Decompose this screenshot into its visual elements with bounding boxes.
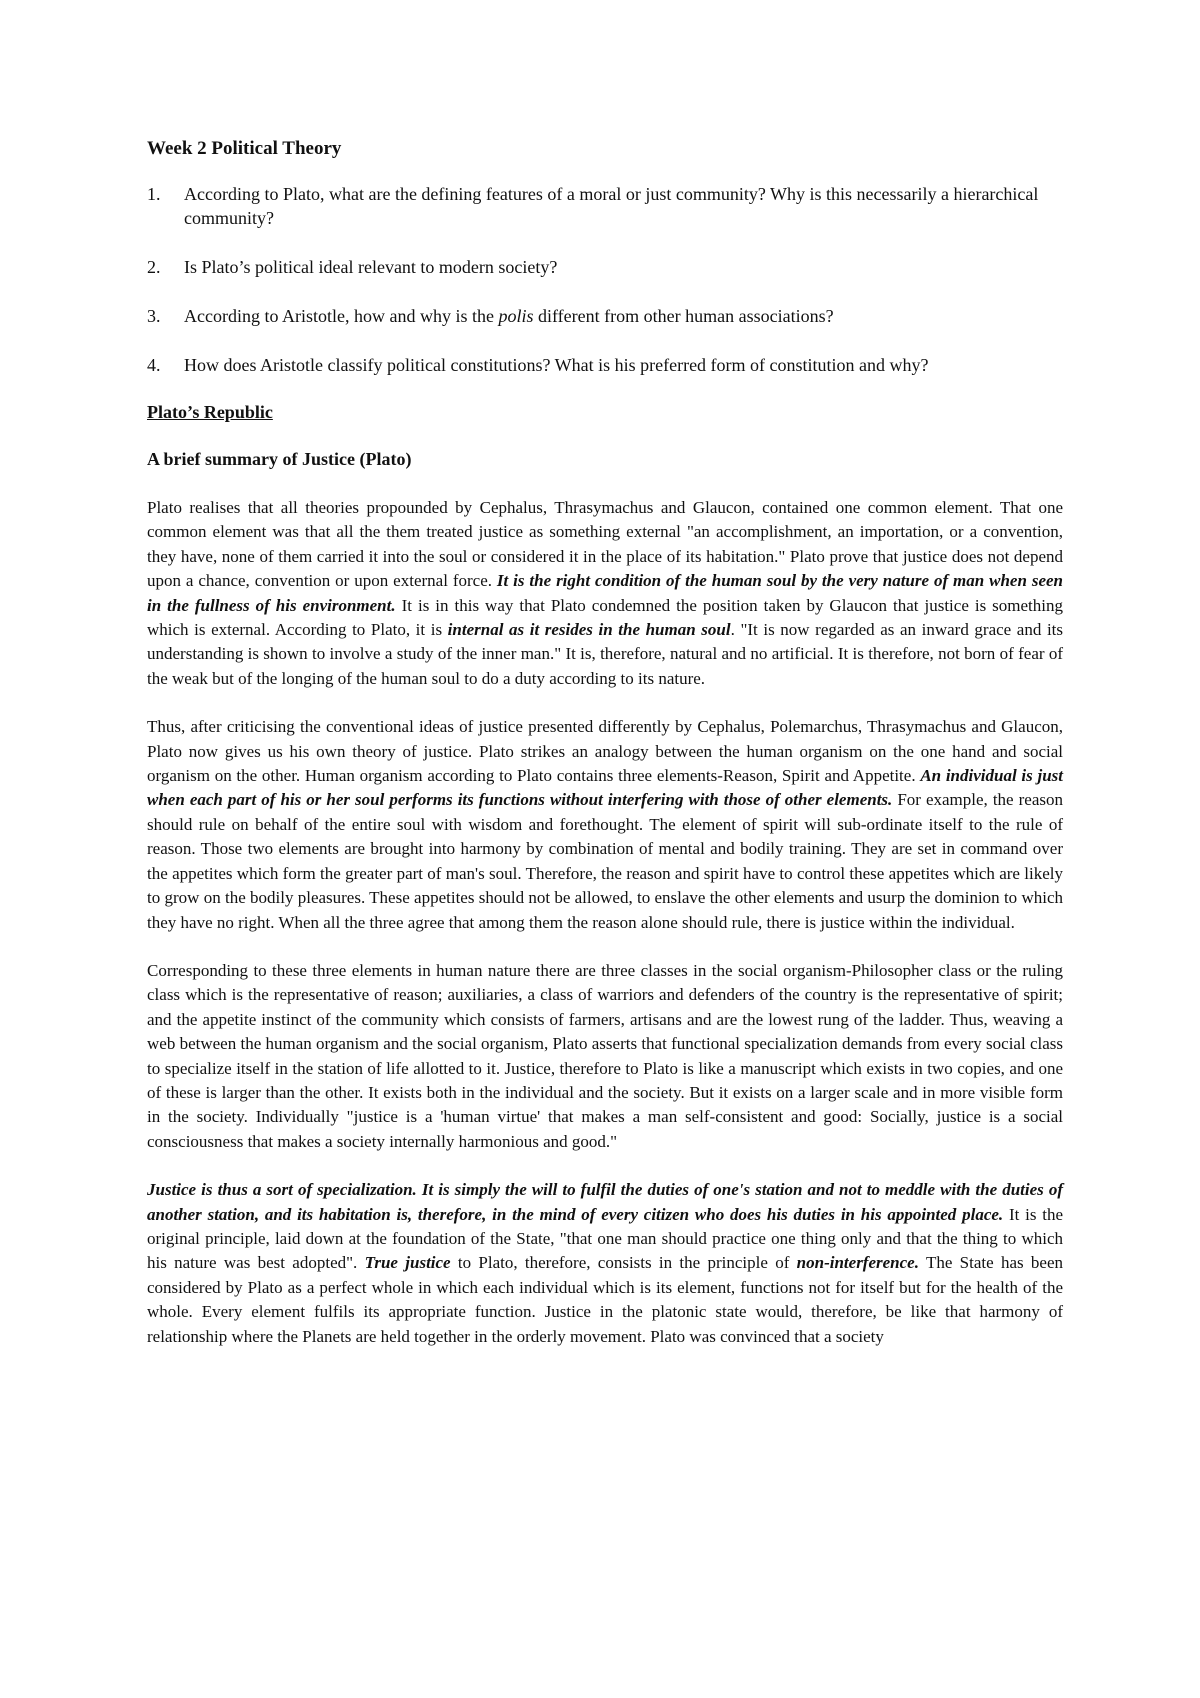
paragraph-text: For example, the reason should rule on behalf of the entire soul with wisdom and forethought. The element of spirit will sub-ordinate itself to the rule of reason. Those two elements are brought into harmony by combination of mental and bodily training. They are set in command over the appetites which form the greater part of man's soul. Therefore, the reason and spirit have to control these appetites which are likely to grow on the bodily pleasures. These appetites should not be allowed, to enslave the other elements and usurp the dominion to which they have no right. When all the three agree that among them the reason alone should rule, there is justice within the individual. (147, 790, 1063, 932)
paragraph-text: Corresponding to these three elements in human nature there are three classes in the social organism-Philosopher class or the ruling class which is the representative of reason; auxiliaries, a class of warriors and defenders of the country is the representative of spirit; and the appetite instinct of the community which consists of farmers, artisans and are the lowest rung of the ladder. Thus, weaving a web between the human organism and the social organism, Plato asserts that functional specialization demands from every social class to specialize itself in the station of life allotted to it. Justice, therefore to Plato is like a manuscript which exists in two copies, and one of these is larger than the other. It exists both in the individual and the society. But it exists on a larger scale and in more visible form in the society. Individually "justice is a 'human virtue' that makes a man self-consistent and good: Socially, justice is a social consciousness that makes a society internally harmonious and good." (147, 960, 1063, 1151)
question-italic-term: polis (498, 306, 534, 326)
emphasis-text: True justice (364, 1253, 451, 1273)
question-item (147, 353, 1063, 377)
question-number: 2. (147, 257, 161, 277)
question-item (147, 255, 1063, 279)
sub-heading: A brief summary of Justice (Plato) (147, 449, 412, 469)
question-text-part: different from other human associations? (533, 306, 834, 326)
paragraph-3 (147, 959, 1063, 1154)
paragraph-text: . "It is now regarded as an inward grace and its understanding is shown to involve a study of the inner man." It is, therefore, natural and no artificial. It is therefore, not born of fear of the weak but of the longing of the human soul to do a duty according to its nature. (147, 620, 1064, 688)
document-title: Week 2 Political Theory (147, 138, 342, 159)
document-content (147, 138, 1063, 1373)
question-item (147, 182, 1063, 230)
paragraph-text: Plato realises that all theories propounded by Cephalus, Thrasymachus and Glaucon, contained one common element. That one common element was that all the them treated justice as something external "an accomplishment, an importation, or a convention, they have, none of them carried it into the soul or considered it in the place of its habitation." Plato prove that justice does not depend upon a chance, convention or upon external force. (147, 498, 1063, 591)
emphasis-text: Justice is thus a sort of specialization. It is simply the will to fulfil the duties of one's station and not to meddle with the duties of another station, and its habitation is, therefore, in the mind of every citizen who does his duties in his appointed place. (147, 1180, 1063, 1224)
question-number: 1. (147, 184, 161, 204)
question-text: How does Aristotle classify political constitutions? What is his preferred form of constitution and why? (184, 355, 929, 375)
question-text (184, 304, 1063, 328)
question-item (147, 304, 1063, 328)
emphasis-text: internal as it resides in the human soul (447, 620, 731, 640)
paragraph-text: It is the original principle, laid down at the foundation of the State, "that one man should practice one thing only and that the thing to which his nature was best adopted". (147, 1204, 1063, 1273)
paragraph-text: to Plato, therefore, consists in the principle of (450, 1253, 797, 1273)
emphasis-text: An individual is just when each part of his or her soul performs its functions without interfering with those of other elements. (147, 766, 1063, 810)
question-number: 3. (147, 306, 161, 326)
section-heading: Plato’s Republic (147, 402, 273, 422)
question-text-part: According to Aristotle, how and why is the (184, 306, 499, 326)
paragraph-4 (147, 1178, 1063, 1349)
paragraph-2 (147, 715, 1063, 935)
paragraph-text: The State has been considered by Plato as a perfect whole in which each individual which is its element, functions not for itself but for the health of the whole. Every element fulfils its appropriate function. Justice in the platonic state would, therefore, be like that harmony of relationship where the Planets are held together in the orderly movement. Plato was convinced that a society (147, 1253, 1064, 1346)
question-text: According to Plato, what are the defining features of a moral or just community? Why is this necessarily a hierarchical community? (184, 184, 1039, 228)
question-list (147, 182, 1063, 377)
emphasis-text: non-interference. (796, 1253, 919, 1273)
question-number: 4. (147, 355, 161, 375)
emphasis-text: It is the right condition of the human soul by the very nature of man when seen in the fullness of his environment. (147, 571, 1063, 615)
paragraph-1 (147, 496, 1063, 691)
question-text: Is Plato’s political ideal relevant to modern society? (184, 257, 558, 277)
paragraph-text: It is in this way that Plato condemned the position taken by Glaucon that justice is something which is external. According to Plato, it is (147, 595, 1064, 640)
paragraph-text: Thus, after criticising the conventional ideas of justice presented differently by Cephalus, Polemarchus, Thrasymachus and Glaucon, Plato now gives us his own theory of justice. Plato strikes an analogy between the human organism on the one hand and social organism on the other. Human organism according to Plato contains three elements-Reason, Spirit and Appetite. (147, 717, 1063, 786)
